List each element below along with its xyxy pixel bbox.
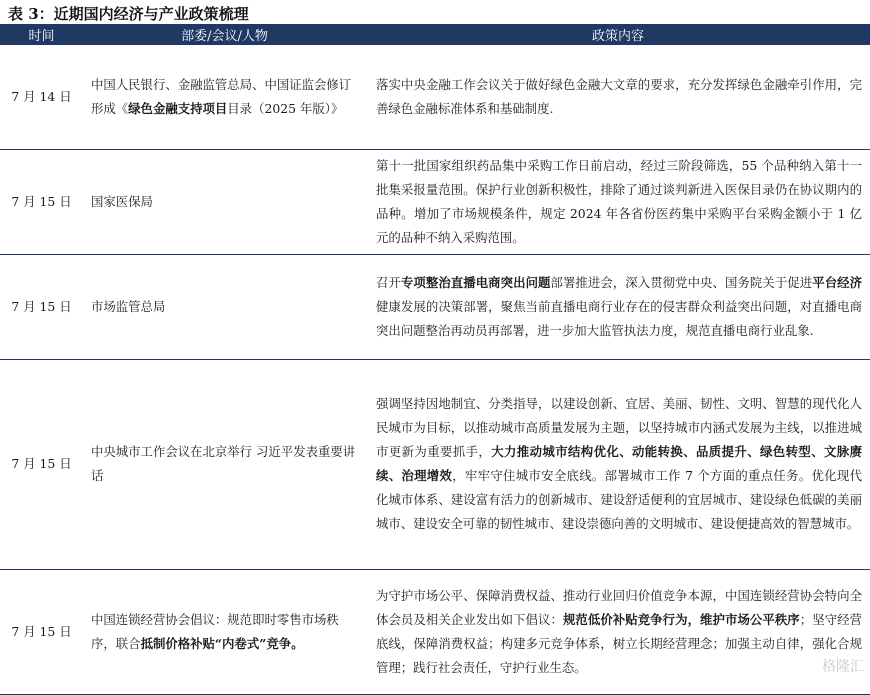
row-date: 7 月 15 日	[0, 149, 83, 254]
text-segment: 目录（2025 年版）》	[227, 100, 344, 116]
header-time: 时间	[0, 24, 83, 45]
row-org	[83, 254, 366, 359]
row-content	[366, 569, 870, 694]
table-row	[0, 359, 870, 569]
row-org	[83, 359, 366, 569]
text-segment: 市场监管总局	[91, 298, 166, 314]
bold-text-segment: 平台经济	[812, 274, 863, 290]
text-segment: 中国人民银行、金融监管总局、中国证监会修订形成《	[91, 76, 352, 116]
row-content	[366, 254, 870, 359]
bold-text-segment: 专项整治直播电商突出问题	[400, 274, 551, 290]
table-row	[0, 569, 870, 694]
text-segment: ；坚守经营底线，保障消费权益；构建多元竞争体系，树立长期经营理念；加强主动自律，强化合规管理；践行社会责任，守护行业生态。	[376, 611, 863, 675]
text-segment: ，牢牢守住城市安全底线。部署城市工作 7 个方面的重点任务。优化现代化城市体系、建设富有活力的创新城市、建设舒适便利的宜居城市、建设绿色低碳的美丽城市、建设安全可靠的韧性城市、建设崇德向善的文明城市、建设便捷高效的智慧城市。	[376, 468, 863, 531]
row-date: 7 月 14 日	[0, 45, 83, 149]
text-segment: 强调坚持因地制宜、分类指导，以建设创新、宜居、美丽、韧性、文明、智慧的现代化人民城市为目标，以推动城市高质量发展为主题，以坚持城市内涵式发展为主线，以推进城市更新为重要抓手，	[376, 396, 862, 459]
table-row	[0, 45, 870, 149]
table-row	[0, 254, 870, 359]
row-org	[83, 149, 366, 254]
bold-text-segment: 大力推动城市结构优化、动能转换、品质提升、绿色转型、文脉赓续、治理增效	[376, 444, 863, 483]
row-date: 7 月 15 日	[0, 569, 83, 694]
header-content: 政策内容	[366, 24, 870, 45]
table-row	[0, 149, 870, 254]
table-title: 表 3：近期国内经济与产业政策梳理	[8, 5, 249, 23]
text-segment: 部署推进会，深入贯彻党中央、国务院关于促进	[550, 274, 813, 290]
text-segment: 国家医保局	[91, 193, 153, 209]
row-org	[83, 569, 366, 694]
table-header-row	[0, 24, 870, 45]
bold-text-segment: 抵制价格补贴“内卷式”竞争。	[140, 635, 304, 651]
policy-table	[0, 24, 870, 695]
text-segment: 第十一批国家组织药品集中采购工作日前启动，经过三阶段筛选，55 个品种纳入第十一批集采报量范围。保护行业创新积极性，排除了通过谈判新进入医保目录仍在协议期内的品种。增加了市场规模条件，规定 2024 年各省份医药集中采购平台采购金额小于 1 亿元的品种不纳入采购范围。	[376, 157, 862, 245]
text-segment: 中国连锁经营协会倡议：规范即时零售市场秩序，联合	[91, 611, 339, 651]
bold-text-segment: 规范低价补贴竞争行为，维护市场公平秩序	[562, 611, 800, 627]
watermark-logo: 格隆汇	[822, 659, 864, 675]
row-org	[83, 45, 366, 149]
text-segment: 召开	[376, 274, 401, 290]
row-content	[366, 149, 870, 254]
text-segment: 落实中央金融工作会议关于做好绿色金融大文章的要求，充分发挥绿色金融牵引作用，完善绿色金融标准体系和基础制度.	[376, 76, 862, 116]
row-content	[366, 359, 870, 569]
row-content	[366, 45, 870, 149]
header-org: 部委/会议/人物	[83, 24, 366, 45]
row-date: 7 月 15 日	[0, 359, 83, 569]
row-date: 7 月 15 日	[0, 254, 83, 359]
bold-text-segment: 绿色金融支持项目	[128, 100, 228, 116]
text-segment: 中央城市工作会议在北京举行 习近平发表重要讲话	[91, 444, 356, 483]
text-segment: 为守护市场公平、保障消费权益、推动行业回归价值竞争本源，中国连锁经营协会特向全体会员及相关企业发出如下倡议：	[376, 587, 862, 627]
text-segment: 健康发展的决策部署，聚焦当前直播电商行业存在的侵害群众利益突出问题，对直播电商突出问题整治再动员再部署，进一步加大监管执法力度，规范直播电商行业乱象.	[376, 298, 862, 338]
